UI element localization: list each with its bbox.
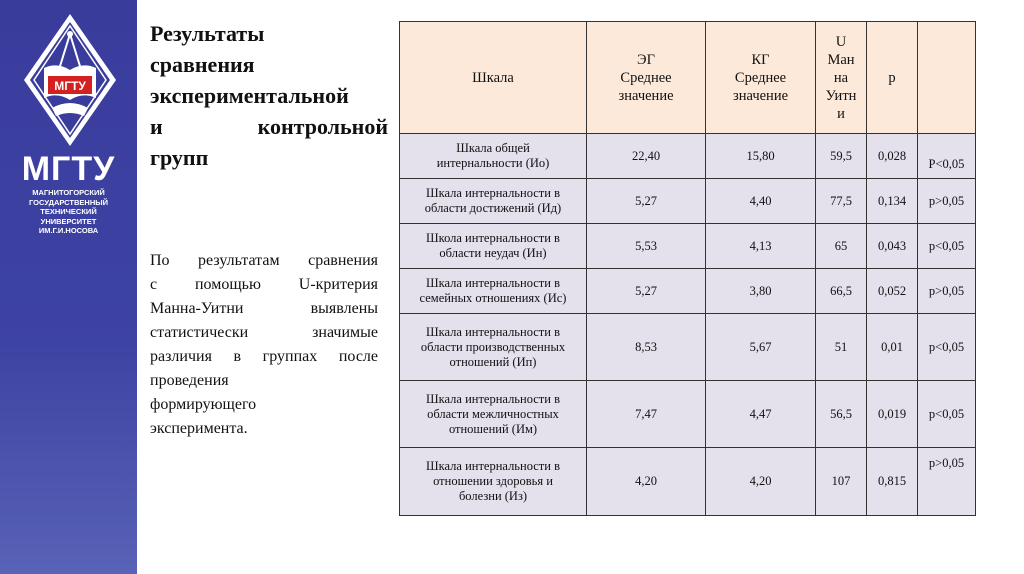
table-row [400,269,976,314]
table-row [400,448,976,516]
kg-cell: 4,40 [706,179,816,224]
university-name: МАГНИТОГОРСКИЙ ГОСУДАРСТВЕННЫЙ ТЕХНИЧЕСКИЙ УНИВЕРСИТЕТ ИМ.Г.И.НОСОВА [29,188,108,235]
sig-cell: p<0,05 [918,224,976,269]
p-cell: 0,043 [867,224,918,269]
p-cell: 0,815 [867,448,918,516]
u-cell: 77,5 [816,179,867,224]
conclusion-text: По результатам сравнения с помощью U-критерия Манна-Уитни выявлены статистически значимые различия в группах после проведения формирующего эксперимента. [150,252,378,437]
column-header: p [867,22,918,134]
kg-cell: 5,67 [706,314,816,381]
eg-cell: 8,53 [587,314,706,381]
table-row [400,134,976,179]
sig-cell: p<0,05 [918,381,976,448]
u-cell: 51 [816,314,867,381]
u-cell: 107 [816,448,867,516]
sig-cell: p>0,05 [918,269,976,314]
scale-cell: Шкала общей интернальности (Ио) [400,134,587,179]
table-row [400,381,976,448]
table-row [400,314,976,381]
p-cell: 0,052 [867,269,918,314]
eg-cell: 5,53 [587,224,706,269]
u-cell: 65 [816,224,867,269]
column-header [918,22,976,134]
u-cell: 66,5 [816,269,867,314]
column-header: ЭГ Среднее значение [587,22,706,134]
kg-cell: 4,13 [706,224,816,269]
slide-title: Результаты сравнения экспериментальной и контрольной групп [150,21,388,170]
eg-cell: 22,40 [587,134,706,179]
table-row [400,224,976,269]
p-cell: 0,134 [867,179,918,224]
brand-name: МГТУ [21,150,116,188]
scale-cell: Шкала интернальности в области достижений (Ид) [400,179,587,224]
kg-cell: 15,80 [706,134,816,179]
eg-cell: 5,27 [587,269,706,314]
eg-cell: 7,47 [587,381,706,448]
scale-cell: Шкала интернальности в области межличностных отношений (Им) [400,381,587,448]
p-cell: 0,028 [867,134,918,179]
p-cell: 0,019 [867,381,918,448]
kg-cell: 3,80 [706,269,816,314]
sidebar [0,0,137,574]
table-row [400,179,976,224]
sig-cell: P<0,05 [918,134,976,179]
scale-cell: Школа интернальности в области неудач (Ин) [400,224,587,269]
results-table [399,21,976,516]
sig-cell: p>0,05 [918,448,976,516]
eg-cell: 5,27 [587,179,706,224]
column-header: КГ Среднее значение [706,22,816,134]
column-header: U Ман на Уитн и [816,22,867,134]
svg-text:МГТУ: МГТУ [54,79,86,93]
university-emblem-icon [22,12,118,148]
p-cell: 0,01 [867,314,918,381]
u-cell: 56,5 [816,381,867,448]
kg-cell: 4,20 [706,448,816,516]
eg-cell: 4,20 [587,448,706,516]
column-header: Шкала [400,22,587,134]
sig-cell: p<0,05 [918,314,976,381]
u-cell: 59,5 [816,134,867,179]
scale-cell: Шкала интернальности в семейных отношениях (Ис) [400,269,587,314]
kg-cell: 4,47 [706,381,816,448]
scale-cell: Шкала интернальности в отношении здоровья и болезни (Из) [400,448,587,516]
scale-cell: Шкала интернальности в области производственных отношений (Ип) [400,314,587,381]
sig-cell: p>0,05 [918,179,976,224]
